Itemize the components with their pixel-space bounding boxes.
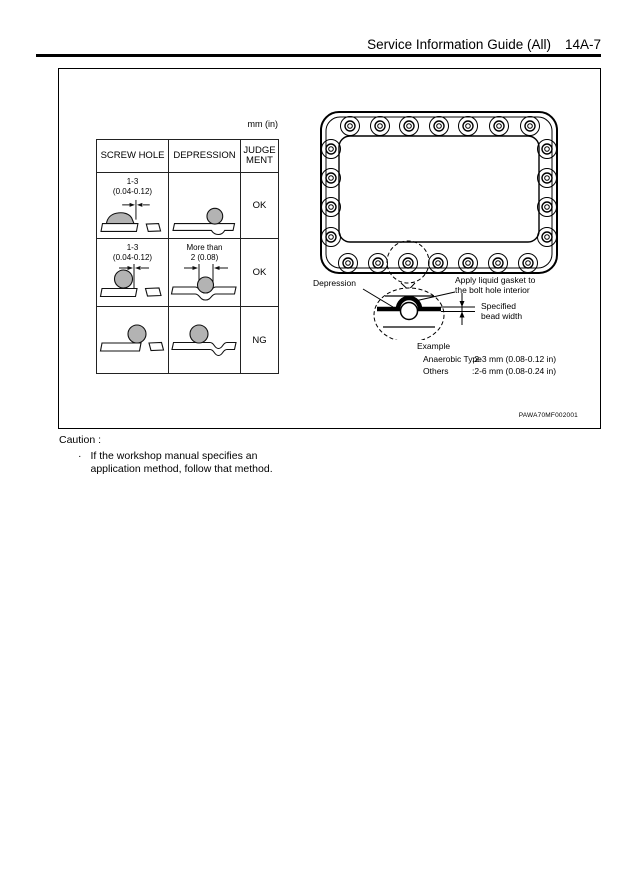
caution-text: If the workshop manual specifies an application method, follow that method. <box>90 450 273 475</box>
apply-gasket-label-line2: the bolt hole interior <box>455 285 530 295</box>
cell-judgement-r3: NG <box>252 334 267 346</box>
header-rule <box>36 54 601 57</box>
cell-screw-hole-r2 <box>97 239 169 307</box>
example-row <box>423 365 556 377</box>
depression-ok-measured-diagram <box>169 263 241 305</box>
caution-item <box>78 450 291 476</box>
cell-depression-r1 <box>169 173 241 239</box>
example-rows <box>423 353 556 377</box>
header-page-number: 14A-7 <box>564 37 601 52</box>
bead-width-label-line2: bead width <box>481 311 523 321</box>
header-title: Service Information Guide (All) <box>367 37 551 52</box>
screw-hole-ok-bead-diagram <box>97 197 169 238</box>
screw-hole-dim-label: 1-3 (0.04-0.12) <box>112 177 153 196</box>
depression-ng-diagram <box>169 319 241 361</box>
example-value: :2-6 mm (0.08-0.24 in) <box>472 366 557 376</box>
bead-width-label-line1: Specified <box>481 301 516 311</box>
col-header-judgement: JUDGE MENT <box>241 140 278 173</box>
bead-width-label <box>481 301 522 321</box>
cell-judgement-r2: OK <box>241 239 278 307</box>
screw-hole-ok-round-bead-diagram <box>97 263 169 305</box>
apply-gasket-label-line1: Apply liquid gasket to <box>455 275 536 285</box>
cell-judgement-r1: OK <box>241 173 278 239</box>
cell-depression-r3 <box>169 307 241 373</box>
page-header <box>367 37 601 52</box>
screw-hole-dim-label: 1-3 (0.04-0.12) <box>112 243 153 262</box>
judgement-table <box>96 139 279 374</box>
example-row <box>423 353 556 365</box>
figure-box <box>58 68 601 429</box>
caution-title: Caution : <box>59 434 102 446</box>
cell-depression-r2 <box>169 239 241 307</box>
unit-label: mm (in) <box>247 119 278 129</box>
example-value: :2-3 mm (0.08-0.12 in) <box>472 354 557 364</box>
cell-screw-hole-r3 <box>97 307 169 373</box>
example-title: Example <box>417 341 451 351</box>
depression-dim-label: More than 2 (0.08) <box>186 243 223 262</box>
example-name: Anaerobic Type <box>423 354 482 364</box>
apply-gasket-label <box>455 275 535 295</box>
figure-code: PAWA70MF002001 <box>518 412 578 419</box>
bullet-dot: · <box>78 450 82 462</box>
gasket-pan-diagram <box>309 105 601 340</box>
col-header-screw-hole: SCREW HOLE <box>97 140 169 173</box>
col-header-depression: DEPRESSION <box>169 140 241 173</box>
cell-screw-hole-r1 <box>97 173 169 239</box>
screw-hole-ng-diagram <box>97 319 169 361</box>
depression-label: Depression <box>313 278 356 288</box>
example-name: Others <box>423 366 449 376</box>
depression-ok-diagram <box>169 197 241 238</box>
